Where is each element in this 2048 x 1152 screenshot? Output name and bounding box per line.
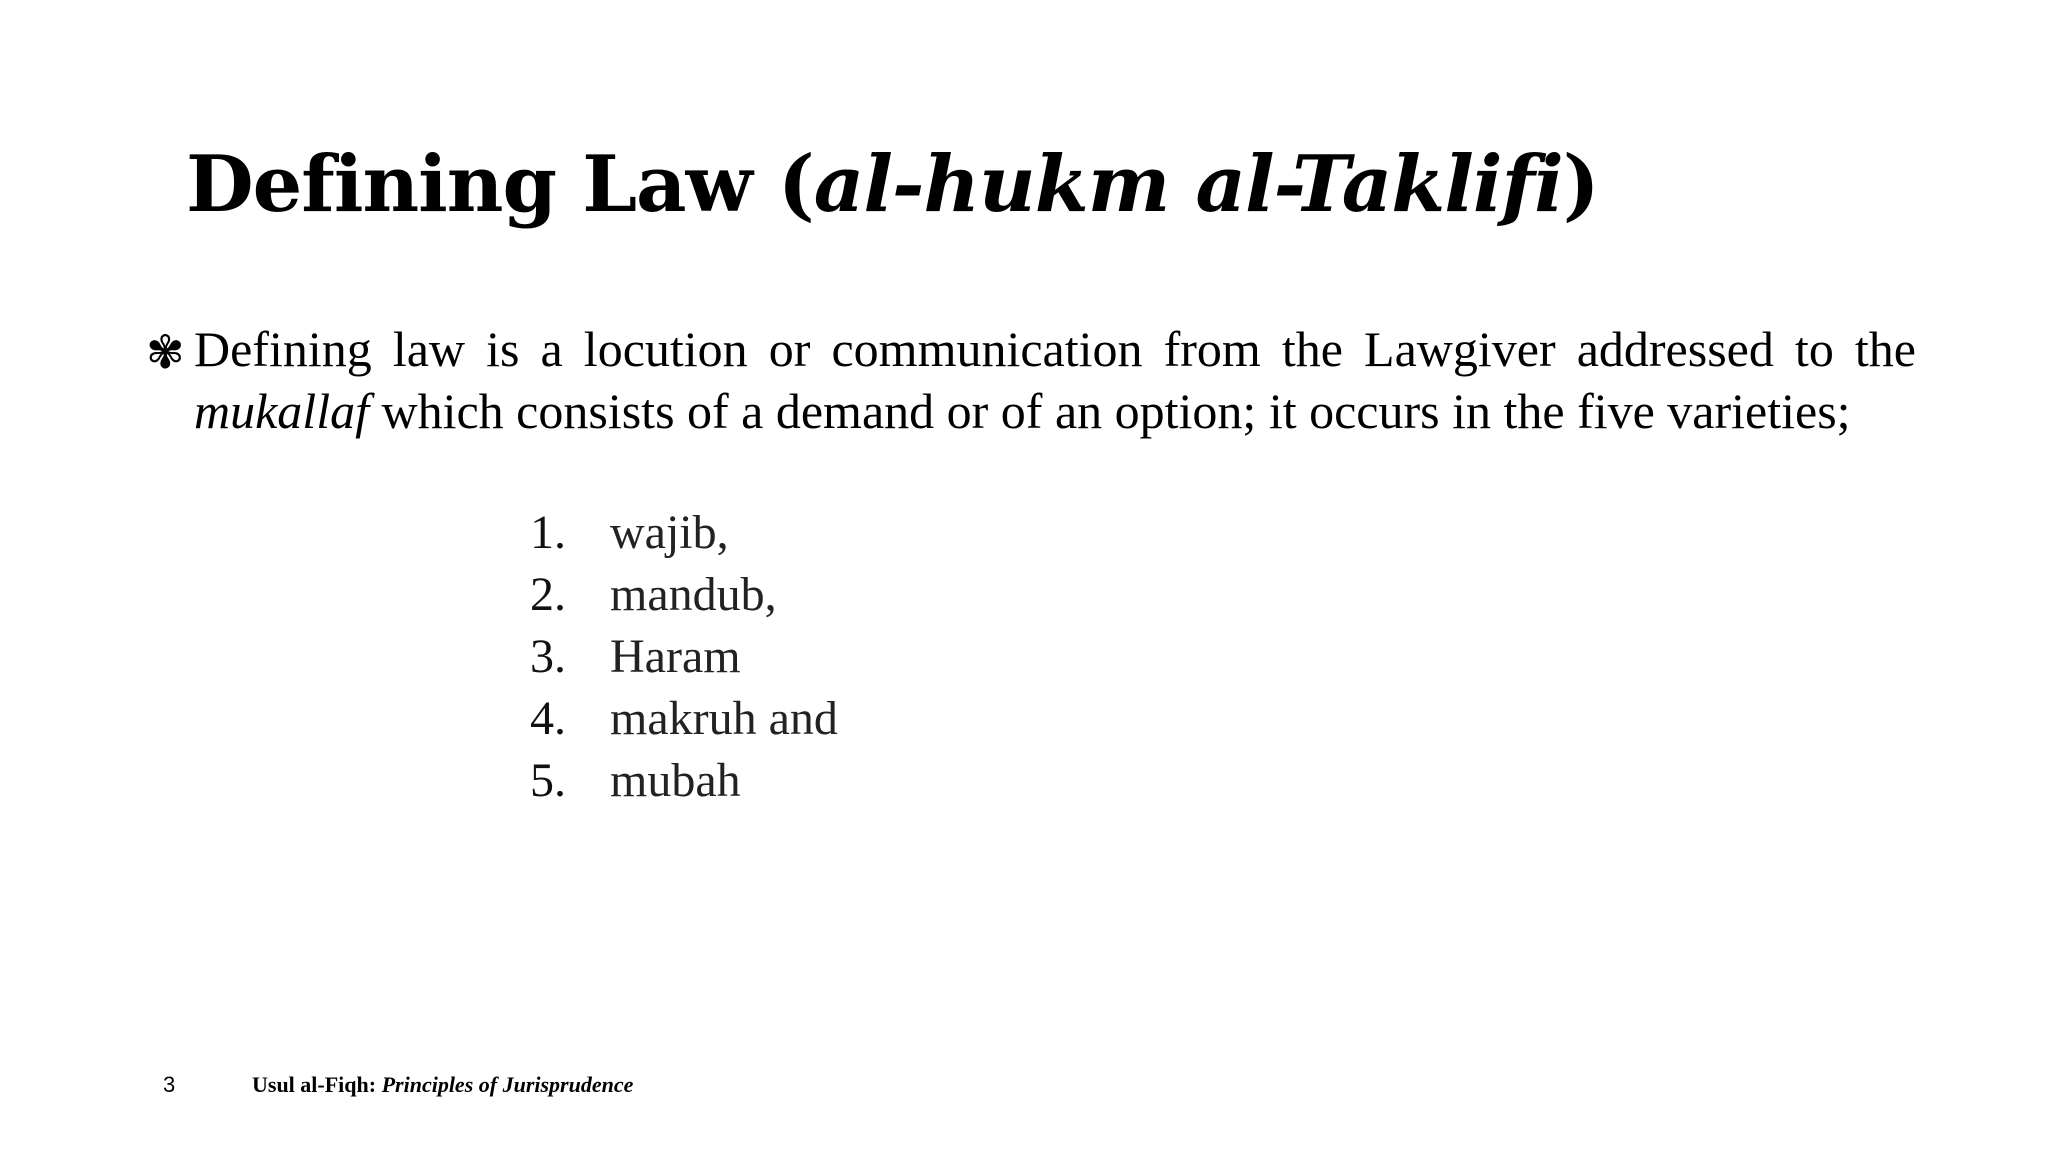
slide-title [186,130,1599,240]
definition-text [194,318,1916,442]
list-item-label: mubah [610,754,741,807]
varieties-list [530,502,838,812]
list-item [530,626,838,688]
list-item-label: makruh and [610,692,838,745]
definition-text-part1: Defining law is a locution or communication from the Lawgiver addressed to the [194,321,1916,377]
list-item [530,750,838,812]
list-item [530,688,838,750]
title-prefix: Defining Law ( [186,139,814,230]
title-suffix: ) [1562,139,1599,230]
footer-label [252,1070,633,1100]
page-number: 3 [163,1072,176,1097]
list-item-number: 1. [530,506,566,559]
flower-bullet-icon: ✾ [146,325,185,379]
definition-text-part2: which consists of a demand or of an option; it occurs in the five varieties; [368,383,1851,439]
footer-label-italic: Principles of Jurisprudence [381,1072,634,1097]
list-item-number: 4. [530,692,566,745]
list-item [530,564,838,626]
slide-footer [0,1070,2048,1100]
list-item-number: 2. [530,568,566,621]
list-item-label: wajib, [610,506,729,559]
list-item-label: Haram [610,630,741,683]
list-item-number: 3. [530,630,566,683]
list-item-label: mandub, [610,568,777,621]
list-item [530,502,838,564]
definition-italic-term: mukallaf [194,383,369,439]
footer-label-plain: Usul al-Fiqh: [252,1072,382,1097]
title-italic-term: al-hukm al-Taklifi [813,139,1563,230]
list-item-number: 5. [530,754,566,807]
